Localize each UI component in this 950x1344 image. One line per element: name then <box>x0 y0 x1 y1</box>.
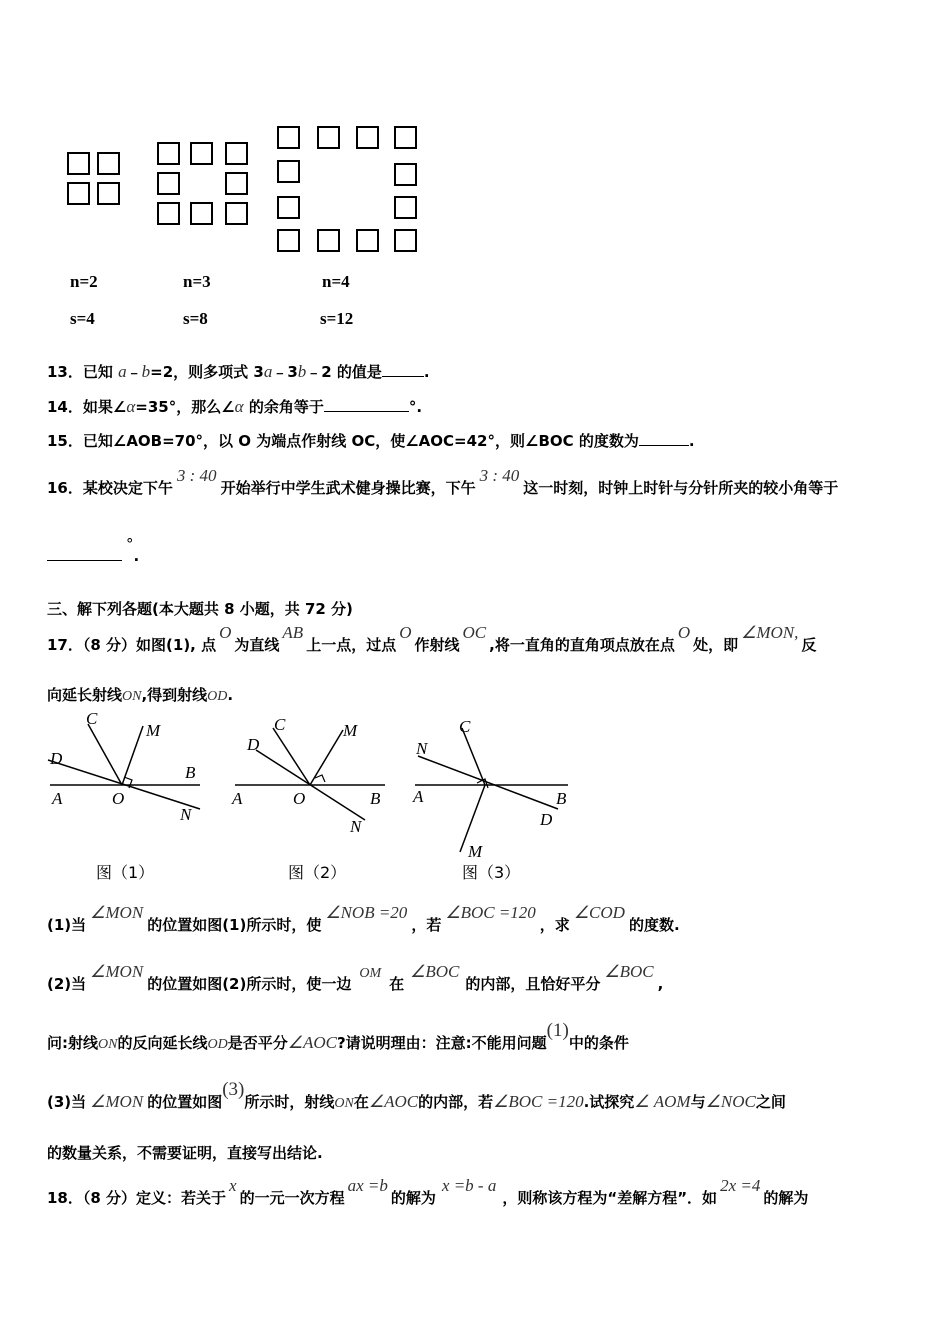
angle-COD: ∠COD <box>573 903 625 922</box>
square <box>356 126 379 149</box>
q17-text: 为直线 <box>234 636 280 654</box>
label-B: B <box>370 789 381 808</box>
s-label-2: s=8 <box>183 309 208 328</box>
square <box>277 196 300 219</box>
q13-var-b: b <box>141 362 151 381</box>
q14-alpha: α <box>126 397 136 416</box>
ray-ON: ON <box>334 1096 354 1111</box>
s-label-3: s=12 <box>320 309 354 328</box>
q13-text: ﹣2 的值是 <box>306 363 382 381</box>
q17-part-2-question <box>47 1020 629 1054</box>
q17-text: ，求 <box>539 916 570 934</box>
solution-x-b-minus-a: x =b - a <box>441 1176 497 1195</box>
q16-number: 16． <box>47 479 83 497</box>
line-AB: AB <box>282 623 304 642</box>
q17-text: 的位置如图(1)所示时，使 <box>147 916 322 934</box>
q17-text: .试探究 <box>583 1093 635 1111</box>
label-N: N <box>416 739 428 758</box>
variable-x: x <box>229 1176 237 1195</box>
q14-number: 14． <box>47 398 83 416</box>
question-16-answer <box>47 535 140 565</box>
q13-text: ﹣ <box>126 363 142 381</box>
question-13 <box>47 361 430 382</box>
ray-OM: OM <box>359 966 382 981</box>
q16-text: 某校决定下午 <box>82 479 173 497</box>
square <box>97 182 120 205</box>
square <box>394 229 417 252</box>
q17-text: 向延长射线 <box>47 686 123 704</box>
q17-text: (3)当 <box>47 1093 87 1111</box>
label-M: M <box>146 721 161 740</box>
q14-text: =35°，那么∠ <box>135 398 235 416</box>
angle-MON: ∠MON <box>90 903 144 922</box>
label-D: D <box>540 810 553 829</box>
figure-ref-3: (3) <box>222 1079 245 1100</box>
q18-text: 18．（8 分）定义：若关于 <box>47 1189 227 1207</box>
figure-3 <box>412 717 568 882</box>
equation-2x-4: 2x =4 <box>720 1176 761 1195</box>
section-3-heading: 三、解下列各题(本大题共 8 小题，共 72 分) <box>47 600 353 618</box>
label-N: N <box>350 817 362 836</box>
angle-MON: ∠MON <box>90 962 144 981</box>
q17-text: 处，即 <box>693 636 739 654</box>
angle-NOC: ∠NOC <box>705 1092 756 1111</box>
q13-var-b: b <box>297 362 307 381</box>
q14-text: 如果∠ <box>82 398 127 416</box>
caption-figure-1: 图（1） <box>96 863 155 882</box>
label-C: C <box>274 715 286 734</box>
q18-text: 的一元一次方程 <box>239 1189 345 1207</box>
square <box>67 182 90 205</box>
square <box>394 163 417 186</box>
q17-text: 所示时，射线 <box>244 1093 335 1111</box>
q13-var-a: a <box>118 362 127 381</box>
q17-text: 上一点，过点 <box>306 636 397 654</box>
q18-text: 的解为 <box>390 1189 436 1207</box>
equation-ax-b: ax =b <box>347 1176 388 1195</box>
q17-text: 的位置如图(2)所示时，使一边 <box>147 975 352 993</box>
q17-text: 的内部，且恰好平分 <box>465 975 601 993</box>
ray-ON: ON <box>122 689 142 704</box>
q17-text: 之间 <box>755 1093 786 1111</box>
square <box>97 152 120 175</box>
q13-var-a: a <box>263 362 273 381</box>
angle-figures <box>40 712 600 892</box>
question-18 <box>47 1176 809 1208</box>
question-15 <box>47 430 695 451</box>
square <box>190 142 213 165</box>
q16-text: 开始举行中学生武术健身操比赛，下午 <box>220 479 476 497</box>
q17-text: 在 <box>389 975 405 993</box>
n-label-3: n=4 <box>322 272 350 291</box>
angle-BOC: ∠BOC <box>410 962 460 981</box>
angle-BOC: ∠BOC <box>604 962 654 981</box>
q18-text: ，则称该方程为“差解方程”．如 <box>502 1189 718 1207</box>
answer-blank[interactable] <box>324 411 409 412</box>
angle-BOC-value: ∠BOC =120 <box>445 903 536 922</box>
q14-text: 的余角等于 <box>243 398 324 416</box>
q15-text: 已知∠AOB=70°，以 O 为端点作射线 OC，使∠AOC=42°，则∠BOC 的度数为 <box>82 432 639 450</box>
q17-text: 的位置如图 <box>147 1093 223 1111</box>
q15-text: . <box>688 432 695 450</box>
question-ref-1: (1) <box>546 1020 569 1041</box>
q13-text: 已知 <box>82 363 113 381</box>
q17-text: 17．（8 分）如图(1), 点 <box>47 636 217 654</box>
q17-part-3-cont: 的数量关系，不需要证明，直接写出结论. <box>47 1144 323 1162</box>
square <box>225 202 248 225</box>
q17-text: (1)当 <box>47 916 87 934</box>
square <box>277 229 300 252</box>
question-16 <box>47 466 839 498</box>
square <box>394 196 417 219</box>
n-label-2: n=3 <box>183 272 211 291</box>
square <box>277 160 300 183</box>
label-D: D <box>50 749 63 768</box>
figure-1 <box>48 712 200 882</box>
angle-AOC: ∠AOC <box>287 1033 337 1052</box>
n-label-1: n=2 <box>70 272 98 291</box>
q13-text: ﹣3 <box>272 363 298 381</box>
q17-text: ,将一直角的直角项点放在点 <box>489 636 675 654</box>
square <box>225 172 248 195</box>
q17-part-3 <box>47 1079 786 1113</box>
label-O: O <box>293 789 306 808</box>
label-M: M <box>343 721 358 740</box>
s-label-1: s=4 <box>70 309 95 328</box>
label-O: O <box>112 789 125 808</box>
q17-text: 与 <box>690 1093 706 1111</box>
ray-OD: OD <box>207 689 228 704</box>
angle-MON: ∠MON, <box>741 623 799 642</box>
label-B: B <box>556 789 567 808</box>
square <box>157 202 180 225</box>
q17-text: ,得到射线 <box>141 686 208 704</box>
q15-number: 15． <box>47 432 83 450</box>
label-M: M <box>468 842 483 861</box>
q17-text: . <box>227 686 234 704</box>
q17-text: (2)当 <box>47 975 87 993</box>
question-14 <box>47 396 422 417</box>
square <box>157 142 180 165</box>
q13-text: . <box>423 363 430 381</box>
q17-text: 问:射线 <box>47 1034 98 1052</box>
angle-NOB-value: ∠NOB =20 <box>325 903 408 922</box>
q17-text: ?请说明理由：注意:不能用问题 <box>336 1034 547 1052</box>
square <box>356 229 379 252</box>
square <box>157 172 180 195</box>
q18-text: 的解为 <box>763 1189 809 1207</box>
degree-sign: ° <box>126 535 134 553</box>
q17-text: 作射线 <box>414 636 460 654</box>
question-17-line2 <box>47 684 233 705</box>
answer-blank[interactable] <box>47 560 122 561</box>
label-N: N <box>180 805 192 824</box>
label-A: A <box>52 789 63 808</box>
q16-time: 3 : 40 <box>479 466 520 485</box>
q17-text: 的反向延长线 <box>117 1034 208 1052</box>
q16-time: 3 : 40 <box>176 466 217 485</box>
q17-text: 是否平分 <box>227 1034 288 1052</box>
angle-MON: ∠MON <box>90 1092 144 1111</box>
caption-figure-2: 图（2） <box>288 863 347 882</box>
q14-text: °. <box>408 398 423 416</box>
q17-part-1 <box>47 903 680 935</box>
q13-text: =2，则多项式 3 <box>150 363 264 381</box>
ray-OD: OD <box>207 1037 228 1052</box>
label-A: A <box>413 787 424 806</box>
q17-text: 的度数. <box>628 916 680 934</box>
q16-text: 这一时刻，时钟上时针与分针所夹的较小角等于 <box>523 479 839 497</box>
q16-text: . <box>133 547 140 565</box>
label-C: C <box>86 712 98 728</box>
ray-ON: ON <box>98 1037 118 1052</box>
angle-AOM: ∠ AOM <box>634 1092 691 1111</box>
question-17-line1 <box>47 623 817 655</box>
angle-BOC-value: ∠BOC =120 <box>493 1092 584 1111</box>
q17-text: , <box>657 975 664 993</box>
label-D: D <box>247 735 260 754</box>
square <box>317 229 340 252</box>
square <box>225 142 248 165</box>
point-O: O <box>677 623 691 642</box>
angle-AOC: ∠AOC <box>368 1092 419 1111</box>
answer-blank[interactable] <box>639 445 689 446</box>
label-A: A <box>232 789 243 808</box>
ray-OC: OC <box>462 623 487 642</box>
q13-number: 13． <box>47 363 83 381</box>
q17-text: 在 <box>353 1093 369 1111</box>
point-O: O <box>219 623 232 642</box>
q17-text: 中的条件 <box>568 1034 629 1052</box>
q17-part-2 <box>47 962 664 994</box>
q17-text: ，若 <box>411 916 442 934</box>
square <box>67 152 90 175</box>
label-C: C <box>459 717 471 736</box>
caption-figure-3: 图（3） <box>462 863 521 882</box>
figure-2 <box>231 715 385 882</box>
q14-alpha: α <box>234 397 244 416</box>
answer-blank[interactable] <box>382 376 424 377</box>
q17-text: 反 <box>801 636 817 654</box>
square <box>317 126 340 149</box>
square <box>190 202 213 225</box>
square <box>394 126 417 149</box>
q17-text: 的内部，若 <box>418 1093 494 1111</box>
point-O: O <box>399 623 412 642</box>
label-B: B <box>185 763 196 782</box>
square <box>277 126 300 149</box>
